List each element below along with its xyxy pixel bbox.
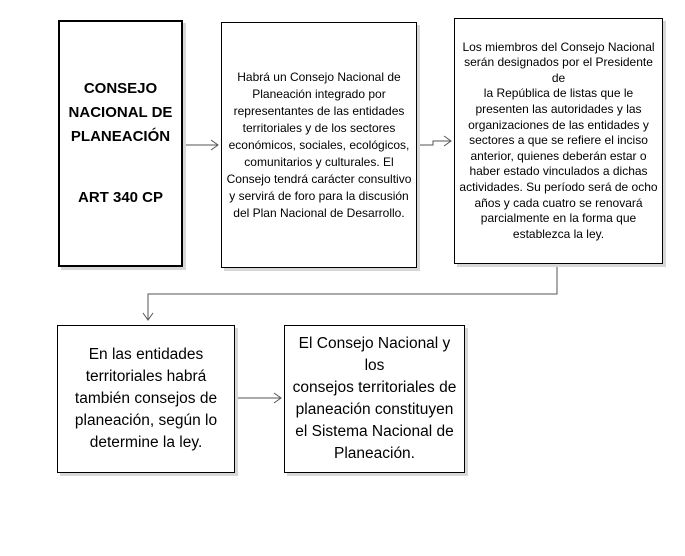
arrow-2-to-3 xyxy=(419,136,451,146)
arrow-1-to-2 xyxy=(185,140,218,150)
box2-text: Habrá un Consejo Nacional de Planeación integrado por representantes de las entidades territoriales y de los sectores económicos, sociales, ecológicos, comunitarios y culturales. El Consejo tendrá carácter consultivo y servirá de foro para la discusión del Plan Nacional de Desarrollo. xyxy=(226,69,412,220)
consejo-nacional-title-box xyxy=(58,20,183,267)
arrow-3-to-4 xyxy=(143,266,557,320)
territorial-councils-box xyxy=(57,325,235,473)
arrow-4-to-5 xyxy=(238,393,281,403)
consejo-definition-box xyxy=(221,22,417,268)
box1-article: ART 340 CP xyxy=(77,189,164,206)
box3-text: Los miembros del Consejo Nacional serán designados por el Presidente de la República de listas que le presenten las autoridades y las organizaciones de las entidades y sectores a que se refiere el inciso anterior, quienes deberán estar o haber estado vinculados a dichas actividades. Su período será de ocho años y cada cuatro se renovará parcialmente en la forma que establezca la ley. xyxy=(459,39,658,241)
box5-text: El Consejo Nacional y los consejos territoriales de planeación constituyen el Sistema Nacional de Planeación. xyxy=(292,335,457,462)
box4-text: En las entidades territoriales habrá también consejos de planeación, según lo determine la ley. xyxy=(74,346,218,451)
national-planning-system-box xyxy=(284,325,465,473)
consejo-members-box xyxy=(454,18,663,264)
box1-title: CONSEJO NACIONAL DE PLANEACIÓN xyxy=(68,80,173,145)
